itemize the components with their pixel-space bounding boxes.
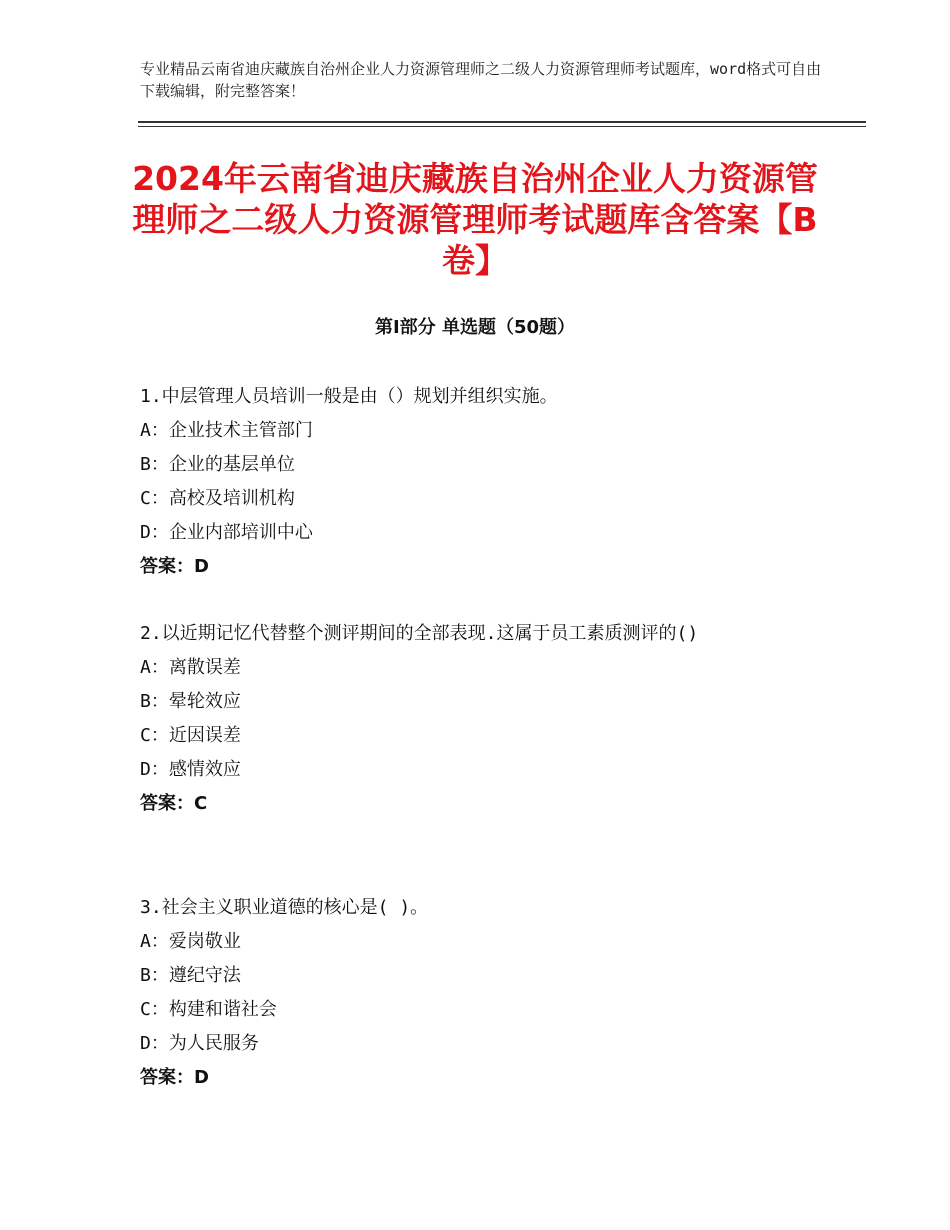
- answer: 答案：D: [140, 1067, 209, 1088]
- header-divider-thin: [138, 126, 866, 127]
- option-c: C：高校及培训机构: [140, 488, 295, 509]
- option-c: C：近因误差: [140, 725, 241, 746]
- option-d: D：企业内部培训中心: [140, 522, 313, 543]
- question-2: [140, 617, 820, 821]
- option-a: A：离散误差: [140, 657, 241, 678]
- document-title: 2024年云南省迪庆藏族自治州企业人力资源管理师之二级人力资源管理师考试题库含答案【B卷】: [132, 159, 818, 280]
- option-c: C：构建和谐社会: [140, 999, 277, 1020]
- question-stem: 3.社会主义职业道德的核心是( )。: [140, 897, 429, 918]
- answer: 答案：C: [140, 793, 208, 814]
- answer: 答案：D: [140, 556, 209, 577]
- question-1: [140, 380, 820, 584]
- option-b: B：企业的基层单位: [140, 454, 295, 475]
- section-title: 第Ⅰ部分 单选题（50题）: [374, 317, 575, 338]
- option-d: D：感情效应: [140, 759, 241, 780]
- question-stem: 1.中层管理人员培训一般是由（）规划并组织实施。: [140, 386, 558, 407]
- option-b: B：遵纪守法: [140, 965, 241, 986]
- header-note: 专业精品云南省迪庆藏族自治州企业人力资源管理师之二级人力资源管理师考试题库，word格式可自由下载编辑，附完整答案！: [140, 60, 822, 100]
- option-a: A：爱岗敬业: [140, 931, 241, 952]
- question-stem: 2.以近期记忆代替整个测评期间的全部表现.这属于员工素质测评的(): [140, 623, 699, 644]
- header-divider-thick: [138, 121, 866, 123]
- option-d: D：为人民服务: [140, 1033, 259, 1054]
- question-3: [140, 891, 820, 1095]
- option-b: B：晕轮效应: [140, 691, 241, 712]
- option-a: A：企业技术主管部门: [140, 420, 313, 441]
